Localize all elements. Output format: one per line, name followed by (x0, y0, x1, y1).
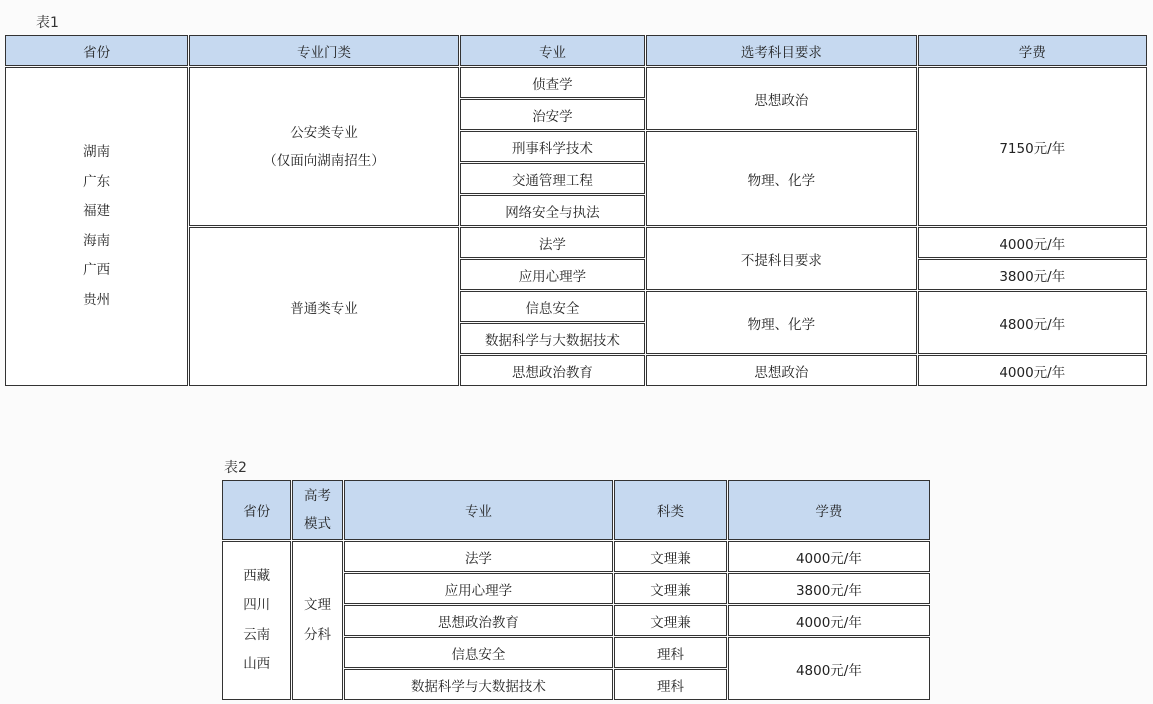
table2-header-major: 专业 (344, 480, 614, 540)
major-cell: 数据科学与大数据技术 (344, 669, 614, 700)
province: 广西 (83, 262, 111, 278)
table-row (222, 541, 930, 572)
fee-cell: 4000元/年 (918, 355, 1147, 386)
fee-cell: 4800元/年 (918, 291, 1147, 354)
category-cell: 文理兼 (614, 573, 727, 604)
category-cell: 文理兼 (614, 541, 727, 572)
table2 (221, 479, 931, 701)
table2-header-mode (292, 480, 342, 540)
subject-cell: 物理、化学 (646, 291, 916, 354)
province: 湖南 (83, 144, 111, 160)
table2-header-province: 省份 (222, 480, 291, 540)
major-cell: 侦查学 (460, 67, 645, 98)
mode-line1: 文理 (304, 597, 332, 613)
province: 海南 (83, 232, 111, 249)
table1-provinces-cell (5, 67, 188, 386)
fee-cell: 7150元/年 (918, 67, 1147, 226)
category-police-note: （仅面向湖南招生） (263, 152, 385, 169)
province: 山西 (243, 656, 271, 672)
table1-header-row (5, 35, 1147, 66)
table2-header-category: 科类 (614, 480, 727, 540)
table2-caption: 表2 (224, 460, 247, 476)
province: 广东 (83, 173, 111, 190)
table2-header-fee: 学费 (728, 480, 930, 540)
major-cell: 数据科学与大数据技术 (460, 323, 645, 354)
table1-category-police (189, 67, 458, 226)
fee-cell: 4800元/年 (728, 637, 930, 700)
category-cell: 理科 (614, 637, 727, 668)
table1-header-major: 专业 (460, 35, 645, 66)
header-mode-line2: 模式 (304, 516, 332, 532)
category-cell: 理科 (614, 669, 727, 700)
major-cell: 应用心理学 (344, 573, 614, 604)
major-cell: 信息安全 (460, 291, 645, 322)
major-cell: 法学 (344, 541, 614, 572)
major-cell: 刑事科学技术 (460, 131, 645, 162)
major-cell: 法学 (460, 227, 645, 258)
province: 福建 (83, 203, 111, 219)
fee-cell: 3800元/年 (728, 573, 930, 604)
table2-header-row (222, 480, 930, 540)
table1-header-province: 省份 (5, 35, 188, 66)
category-police-label: 公安类专业 (290, 124, 358, 141)
subject-cell: 不提科目要求 (646, 227, 916, 290)
table2-provinces-cell (222, 541, 291, 700)
major-cell: 信息安全 (344, 637, 614, 668)
province: 贵州 (83, 291, 111, 308)
major-cell: 思想政治教育 (344, 605, 614, 636)
fee-cell: 4000元/年 (918, 227, 1147, 258)
subject-cell: 思想政治 (646, 67, 916, 130)
table-row (5, 67, 1147, 98)
table1-header-subjects: 选考科目要求 (646, 35, 916, 66)
table1-header-fee: 学费 (918, 35, 1147, 66)
category-cell: 文理兼 (614, 605, 727, 636)
fee-cell: 4000元/年 (728, 541, 930, 572)
mode-line2: 分科 (304, 626, 332, 643)
province: 四川 (243, 597, 271, 613)
major-cell: 交通管理工程 (460, 163, 645, 194)
major-cell: 思想政治教育 (460, 355, 645, 386)
table1 (4, 34, 1148, 387)
subject-cell: 思想政治 (646, 355, 916, 386)
header-mode-line1: 高考 (304, 488, 332, 504)
province: 云南 (243, 626, 271, 643)
table1-header-category: 专业门类 (189, 35, 458, 66)
table1-caption: 表1 (36, 15, 59, 31)
major-cell: 网络安全与执法 (460, 195, 645, 226)
table2-mode-cell (292, 541, 342, 700)
fee-cell: 4000元/年 (728, 605, 930, 636)
province: 西藏 (243, 567, 271, 584)
table1-category-general: 普通类专业 (189, 227, 458, 386)
subject-cell: 物理、化学 (646, 131, 916, 226)
major-cell: 应用心理学 (460, 259, 645, 290)
major-cell: 治安学 (460, 99, 645, 130)
fee-cell: 3800元/年 (918, 259, 1147, 290)
